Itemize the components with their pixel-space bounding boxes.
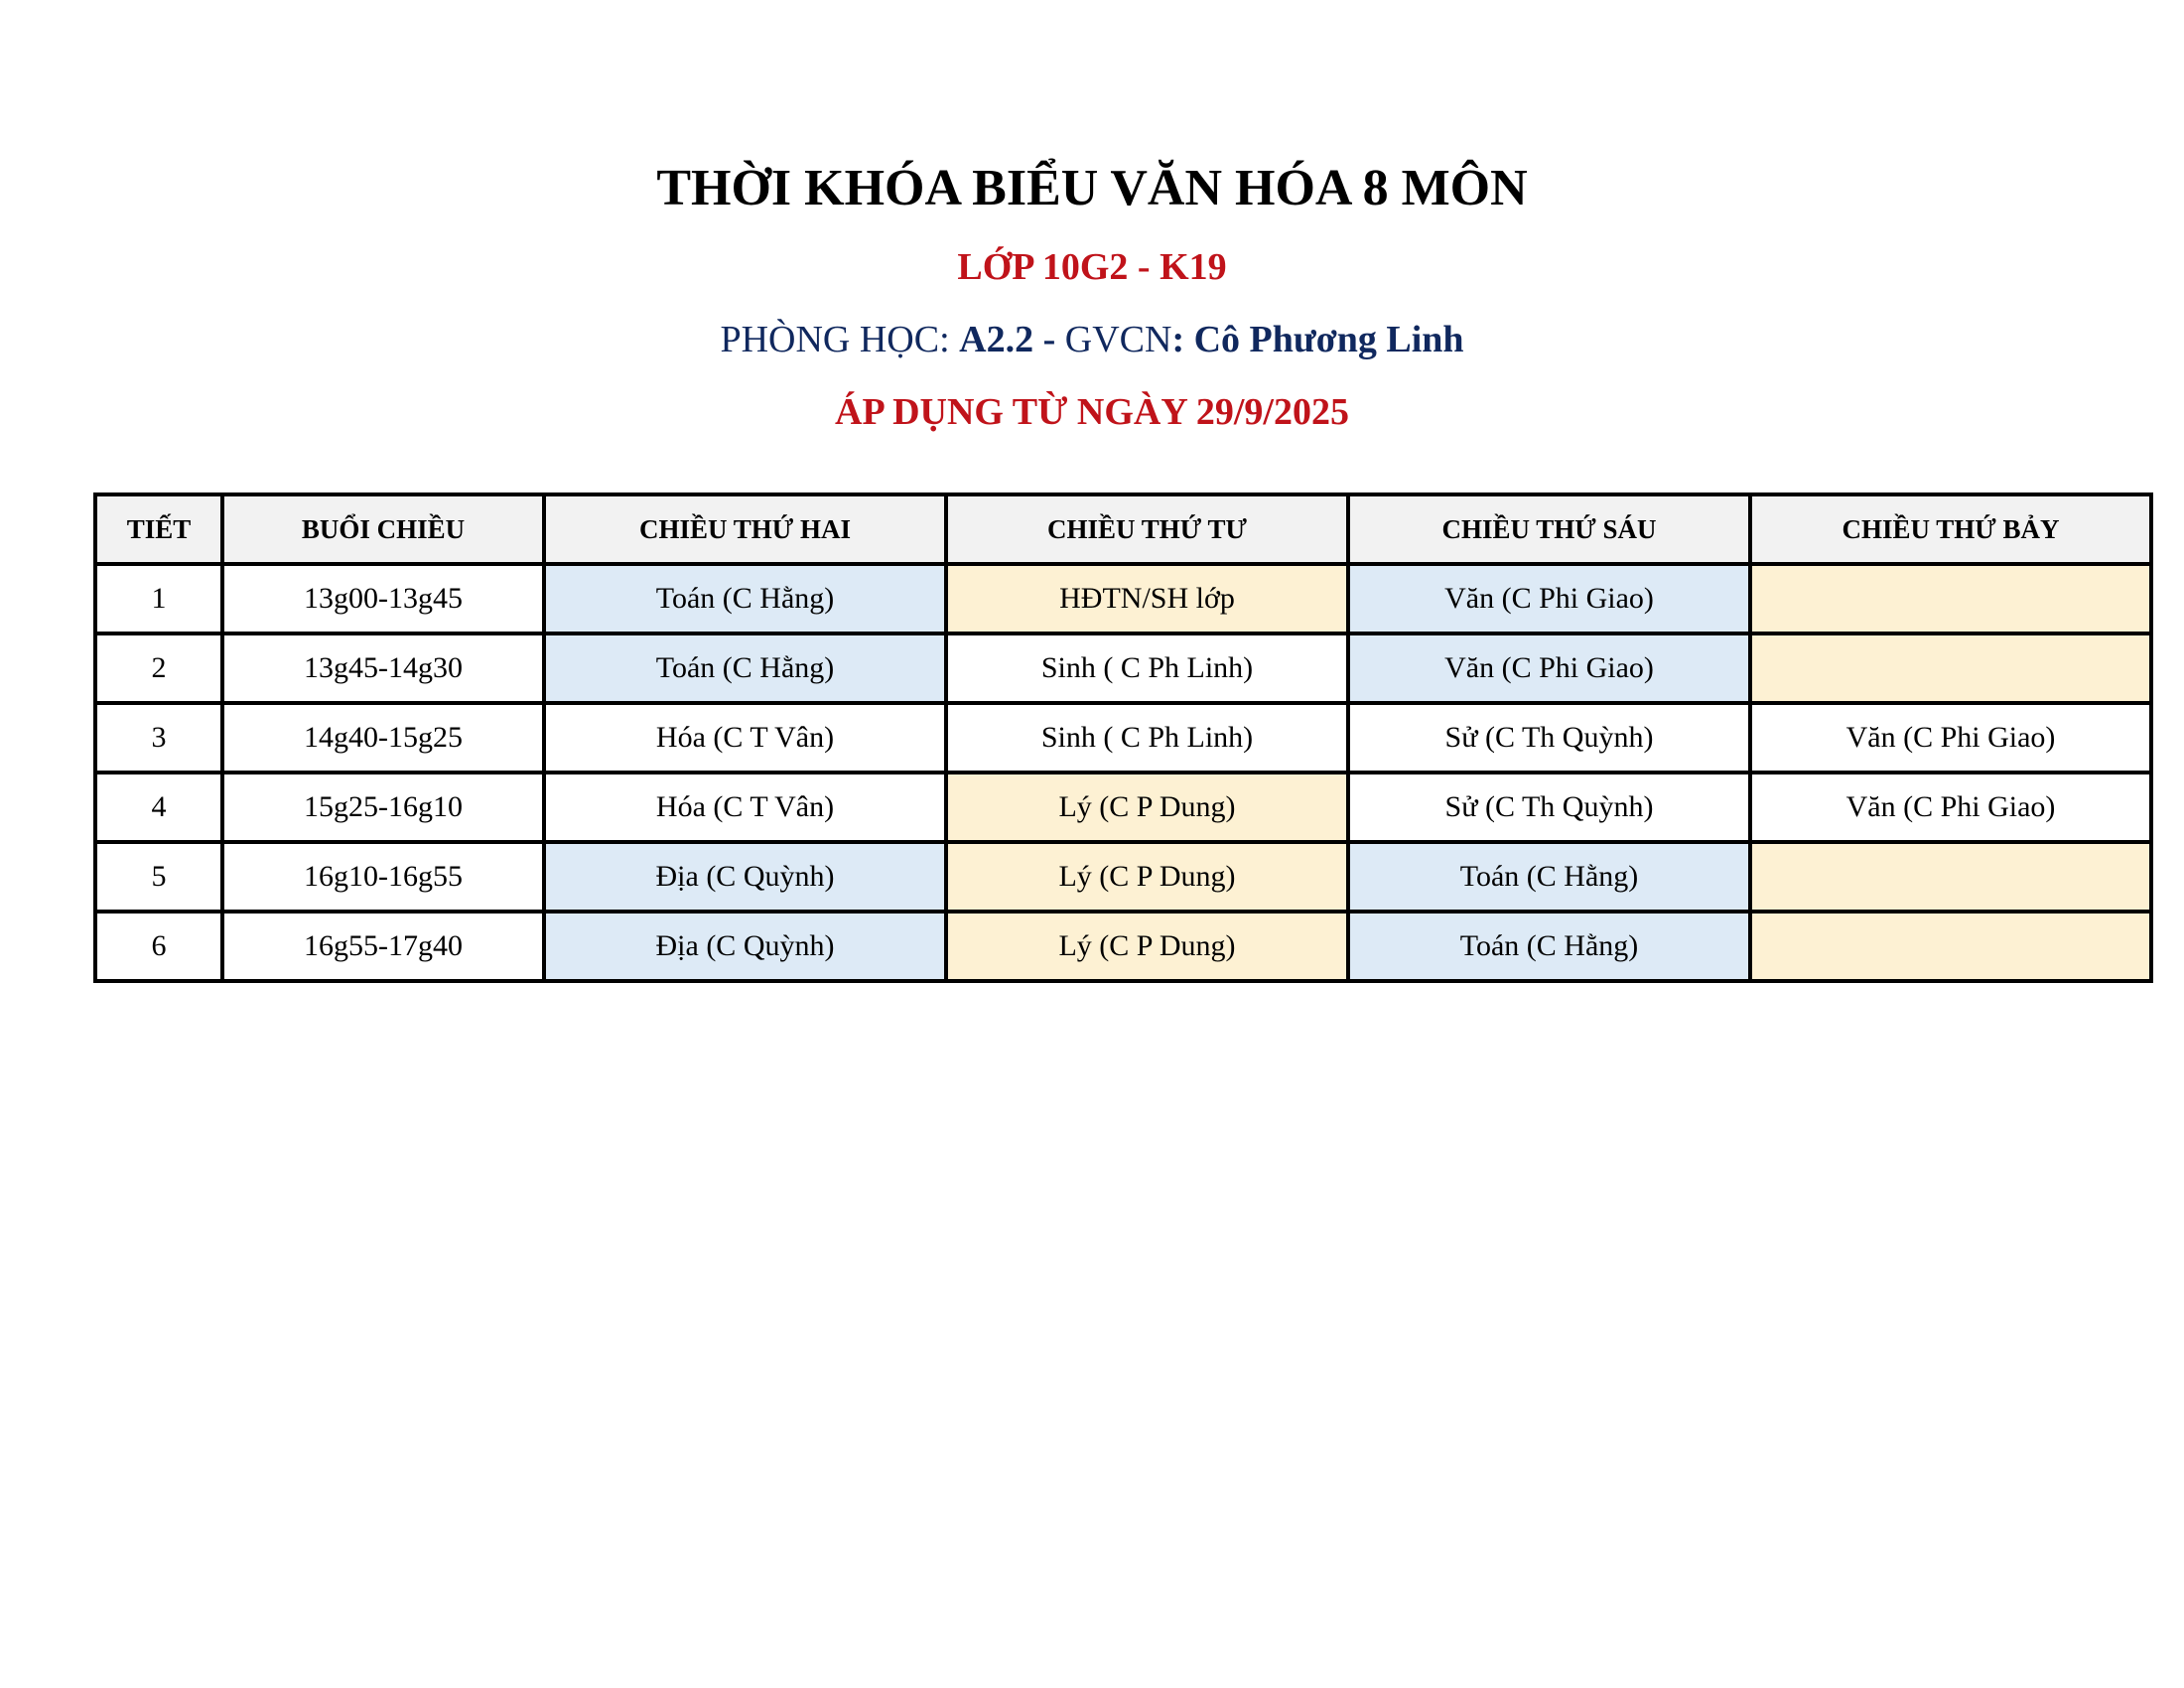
period-cell: 2	[95, 633, 222, 703]
time-cell: 13g00-13g45	[222, 564, 544, 633]
time-cell: 14g40-15g25	[222, 703, 544, 773]
table-row	[95, 564, 2151, 633]
table-row	[95, 633, 2151, 703]
table-row	[95, 773, 2151, 842]
friday-cell: Sử (C Th Quỳnh)	[1348, 773, 1750, 842]
table-header-row	[95, 494, 2151, 564]
header-friday: CHIỀU THỨ SÁU	[1348, 494, 1750, 564]
wednesday-cell: Lý (C P Dung)	[946, 773, 1348, 842]
saturday-cell: Văn (C Phi Giao)	[1750, 773, 2151, 842]
effective-date: ÁP DỤNG TỪ NGÀY 29/9/2025	[835, 391, 1349, 433]
teacher-value: : Cô Phương Linh	[1171, 319, 1464, 360]
time-cell: 13g45-14g30	[222, 633, 544, 703]
page-title: THỜI KHÓA BIỂU VĂN HÓA 8 MÔN	[656, 160, 1528, 216]
monday-cell: Toán (C Hằng)	[544, 633, 946, 703]
table-row	[95, 842, 2151, 912]
wednesday-cell: Sinh ( C Ph Linh)	[946, 633, 1348, 703]
friday-cell: Toán (C Hằng)	[1348, 842, 1750, 912]
monday-cell: Hóa (C T Vân)	[544, 703, 946, 773]
room-label: PHÒNG HỌC:	[720, 319, 960, 360]
wednesday-cell: Lý (C P Dung)	[946, 912, 1348, 981]
time-cell: 16g55-17g40	[222, 912, 544, 981]
teacher-label: GVCN	[1064, 319, 1172, 360]
timetable	[93, 492, 2153, 983]
saturday-cell: Văn (C Phi Giao)	[1750, 703, 2151, 773]
saturday-cell	[1750, 564, 2151, 633]
monday-cell: Toán (C Hằng)	[544, 564, 946, 633]
friday-cell: Toán (C Hằng)	[1348, 912, 1750, 981]
table-row	[95, 912, 2151, 981]
saturday-cell	[1750, 912, 2151, 981]
monday-cell: Địa (C Quỳnh)	[544, 842, 946, 912]
wednesday-cell: Sinh ( C Ph Linh)	[946, 703, 1348, 773]
wednesday-cell: HĐTN/SH lớp	[946, 564, 1348, 633]
period-cell: 4	[95, 773, 222, 842]
header-wednesday: CHIỀU THỨ TƯ	[946, 494, 1348, 564]
table-row	[95, 703, 2151, 773]
time-cell: 16g10-16g55	[222, 842, 544, 912]
period-cell: 6	[95, 912, 222, 981]
header-monday: CHIỀU THỨ HAI	[544, 494, 946, 564]
period-cell: 3	[95, 703, 222, 773]
time-cell: 15g25-16g10	[222, 773, 544, 842]
class-name: LỚP 10G2 - K19	[957, 246, 1227, 288]
wednesday-cell: Lý (C P Dung)	[946, 842, 1348, 912]
header-saturday: CHIỀU THỨ BẢY	[1750, 494, 2151, 564]
room-teacher-line	[0, 318, 2184, 361]
room-value: A2.2 -	[959, 319, 1065, 360]
friday-cell: Sử (C Th Quỳnh)	[1348, 703, 1750, 773]
header-time: BUỔI CHIỀU	[222, 494, 544, 564]
monday-cell: Địa (C Quỳnh)	[544, 912, 946, 981]
saturday-cell	[1750, 633, 2151, 703]
saturday-cell	[1750, 842, 2151, 912]
period-cell: 5	[95, 842, 222, 912]
friday-cell: Văn (C Phi Giao)	[1348, 633, 1750, 703]
monday-cell: Hóa (C T Vân)	[544, 773, 946, 842]
friday-cell: Văn (C Phi Giao)	[1348, 564, 1750, 633]
period-cell: 1	[95, 564, 222, 633]
header-period: TIẾT	[95, 494, 222, 564]
